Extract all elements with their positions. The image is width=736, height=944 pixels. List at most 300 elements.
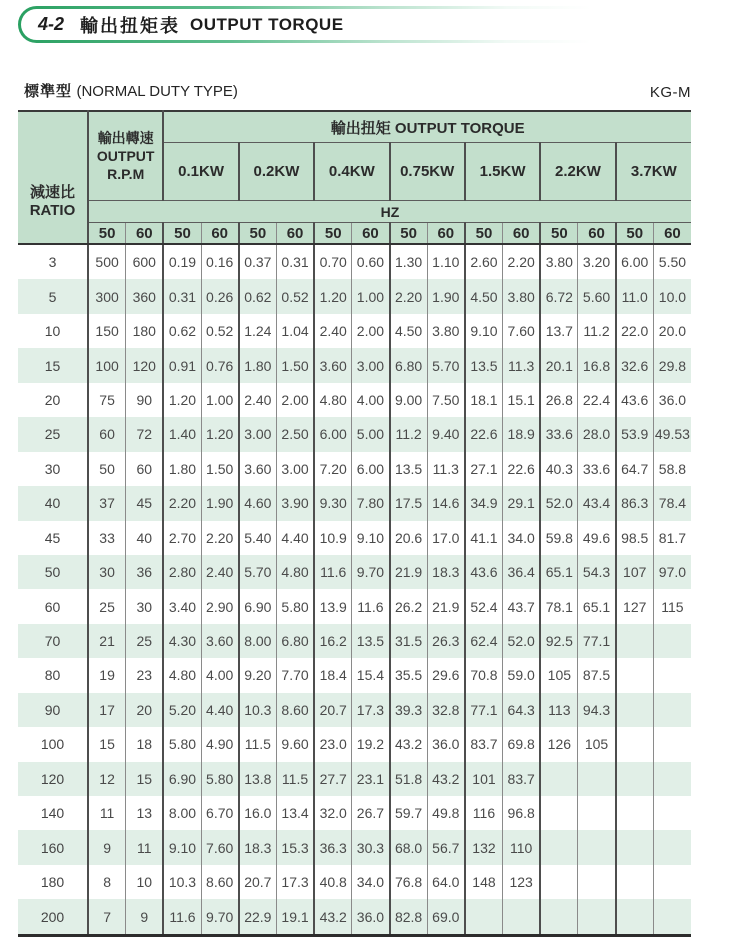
value-cell: 25	[126, 624, 164, 658]
value-cell: 19.2	[352, 727, 390, 761]
value-cell: 0.52	[276, 279, 314, 313]
value-cell: 36	[126, 555, 164, 589]
value-cell: 8	[88, 865, 126, 899]
value-cell	[653, 693, 691, 727]
value-cell: 10.0	[653, 279, 691, 313]
value-cell: 6.90	[163, 762, 201, 796]
value-cell: 360	[126, 279, 164, 313]
value-cell: 0.60	[352, 244, 390, 279]
value-cell	[540, 762, 578, 796]
value-cell: 2.40	[314, 314, 352, 348]
value-cell: 20.7	[314, 693, 352, 727]
value-cell: 9	[126, 899, 164, 935]
value-cell: 53.9	[616, 417, 654, 451]
ratio-value: 140	[40, 805, 65, 822]
table-row	[18, 658, 691, 692]
value-cell: 1.80	[163, 452, 201, 486]
value-cell: 10	[126, 865, 164, 899]
value-cell: 12	[88, 762, 126, 796]
value-cell: 4.80	[276, 555, 314, 589]
value-cell: 1.20	[201, 417, 239, 451]
freq-header: 60	[653, 223, 691, 245]
value-cell: 13.4	[276, 796, 314, 830]
value-cell: 17.3	[352, 693, 390, 727]
value-cell: 180	[126, 314, 164, 348]
value-cell: 4.80	[163, 658, 201, 692]
value-cell: 8.60	[276, 693, 314, 727]
value-cell: 11	[88, 796, 126, 830]
value-cell: 4.40	[276, 521, 314, 555]
value-cell: 6.90	[239, 589, 277, 623]
value-cell: 126	[540, 727, 578, 761]
section-banner-inner	[21, 9, 714, 40]
value-cell: 49.53	[653, 417, 691, 451]
freq-header: 50	[616, 223, 654, 245]
value-cell: 56.7	[427, 830, 465, 864]
value-cell: 19	[88, 658, 126, 692]
value-cell: 0.16	[201, 244, 239, 279]
value-cell: 49.6	[578, 521, 616, 555]
freq-header: 50	[88, 223, 126, 245]
duty-type-label	[24, 80, 238, 101]
table-body	[18, 244, 691, 935]
value-cell: 0.70	[314, 244, 352, 279]
table-row	[18, 555, 691, 589]
value-cell: 8.60	[201, 865, 239, 899]
value-cell: 4.90	[201, 727, 239, 761]
value-cell: 33.6	[540, 417, 578, 451]
freq-header: 60	[578, 223, 616, 245]
catalog-page	[0, 6, 736, 937]
value-cell: 52.0	[503, 624, 541, 658]
value-cell: 22.0	[616, 314, 654, 348]
value-cell: 18	[126, 727, 164, 761]
value-cell: 41.1	[465, 521, 503, 555]
value-cell: 65.1	[578, 589, 616, 623]
value-cell: 50	[88, 452, 126, 486]
value-cell: 32.8	[427, 693, 465, 727]
value-cell: 6.80	[390, 348, 428, 382]
value-cell: 0.31	[276, 244, 314, 279]
value-cell	[653, 830, 691, 864]
value-cell: 2.50	[276, 417, 314, 451]
value-cell: 68.0	[390, 830, 428, 864]
value-cell	[578, 796, 616, 830]
freq-header: 50	[163, 223, 201, 245]
value-cell: 500	[88, 244, 126, 279]
value-cell: 69.8	[503, 727, 541, 761]
value-cell: 19.1	[276, 899, 314, 935]
value-cell: 37	[88, 486, 126, 520]
value-cell: 11.6	[163, 899, 201, 935]
value-cell: 9.10	[163, 830, 201, 864]
value-cell: 0.31	[163, 279, 201, 313]
value-cell	[578, 762, 616, 796]
value-cell: 2.20	[390, 279, 428, 313]
value-cell: 0.76	[201, 348, 239, 382]
value-cell: 17	[88, 693, 126, 727]
value-cell: 13	[126, 796, 164, 830]
value-cell: 16.0	[239, 796, 277, 830]
value-cell: 60	[88, 417, 126, 451]
value-cell: 2.20	[163, 486, 201, 520]
value-cell: 600	[126, 244, 164, 279]
value-cell: 13.5	[390, 452, 428, 486]
table-row	[18, 865, 691, 899]
value-cell	[540, 796, 578, 830]
value-cell: 96.8	[503, 796, 541, 830]
value-cell: 3.60	[314, 348, 352, 382]
value-cell: 21.9	[427, 589, 465, 623]
table-row	[18, 796, 691, 830]
value-cell: 65.1	[540, 555, 578, 589]
value-cell: 83.7	[503, 762, 541, 796]
freq-header: 60	[503, 223, 541, 245]
value-cell: 21.9	[390, 555, 428, 589]
value-cell: 6.00	[352, 452, 390, 486]
value-cell: 43.2	[314, 899, 352, 935]
freq-header: 50	[390, 223, 428, 245]
value-cell	[578, 830, 616, 864]
freq-header: 60	[126, 223, 164, 245]
value-cell: 26.3	[427, 624, 465, 658]
value-cell: 22.6	[503, 452, 541, 486]
freq-header: 60	[276, 223, 314, 245]
value-cell: 94.3	[578, 693, 616, 727]
value-cell: 23	[126, 658, 164, 692]
ratio-value: 15	[44, 357, 61, 374]
value-cell	[616, 727, 654, 761]
value-cell: 49.8	[427, 796, 465, 830]
value-cell: 13.5	[352, 624, 390, 658]
value-cell: 43.2	[390, 727, 428, 761]
rpm-header-en2: R.P.M	[107, 166, 145, 183]
value-cell: 4.60	[239, 486, 277, 520]
value-cell	[616, 865, 654, 899]
value-cell	[653, 762, 691, 796]
value-cell: 82.8	[390, 899, 428, 935]
value-cell: 54.3	[578, 555, 616, 589]
value-cell: 0.19	[163, 244, 201, 279]
value-cell: 32.6	[616, 348, 654, 382]
value-cell: 107	[616, 555, 654, 589]
value-cell: 4.30	[163, 624, 201, 658]
rpm-header	[88, 111, 163, 201]
value-cell	[616, 830, 654, 864]
table-row	[18, 727, 691, 761]
value-cell: 3.20	[578, 244, 616, 279]
value-cell: 43.6	[616, 383, 654, 417]
value-cell: 11.6	[352, 589, 390, 623]
table-row	[18, 589, 691, 623]
value-cell	[616, 899, 654, 935]
value-cell: 9.40	[427, 417, 465, 451]
section-number: 4-2	[38, 14, 65, 34]
value-cell: 43.6	[465, 555, 503, 589]
value-cell: 25	[88, 589, 126, 623]
table-row	[18, 486, 691, 520]
value-cell: 113	[540, 693, 578, 727]
value-cell: 5.20	[163, 693, 201, 727]
subtitle-row	[24, 80, 691, 101]
value-cell: 62.4	[465, 624, 503, 658]
table-row	[18, 417, 691, 451]
freq-header: 60	[201, 223, 239, 245]
value-cell: 150	[88, 314, 126, 348]
ratio-value: 10	[44, 323, 61, 340]
value-cell: 5.50	[653, 244, 691, 279]
value-cell: 32.0	[314, 796, 352, 830]
value-cell: 0.26	[201, 279, 239, 313]
value-cell: 77.1	[578, 624, 616, 658]
value-cell: 28.0	[578, 417, 616, 451]
value-cell: 120	[126, 348, 164, 382]
value-cell: 115	[653, 589, 691, 623]
ratio-header-en: RATIO	[29, 202, 76, 220]
value-cell: 100	[88, 348, 126, 382]
value-cell: 83.7	[465, 727, 503, 761]
value-cell: 40	[126, 521, 164, 555]
value-cell: 3.80	[427, 314, 465, 348]
value-cell: 4.50	[390, 314, 428, 348]
value-cell: 105	[540, 658, 578, 692]
value-cell: 10.3	[239, 693, 277, 727]
value-cell	[616, 796, 654, 830]
value-cell: 2.20	[503, 244, 541, 279]
value-cell	[653, 727, 691, 761]
value-cell: 15	[126, 762, 164, 796]
value-cell: 9.20	[239, 658, 277, 692]
value-cell	[616, 762, 654, 796]
value-cell: 0.62	[239, 279, 277, 313]
value-cell: 77.1	[465, 693, 503, 727]
value-cell: 29.1	[503, 486, 541, 520]
value-cell: 29.6	[427, 658, 465, 692]
value-cell: 7.70	[276, 658, 314, 692]
value-cell: 18.9	[503, 417, 541, 451]
value-cell: 6.70	[201, 796, 239, 830]
value-cell: 7.60	[201, 830, 239, 864]
value-cell: 110	[503, 830, 541, 864]
value-cell: 51.8	[390, 762, 428, 796]
value-cell: 20.0	[653, 314, 691, 348]
value-cell: 22.6	[465, 417, 503, 451]
value-cell: 17.3	[276, 865, 314, 899]
value-cell: 36.4	[503, 555, 541, 589]
kw-header: 0.4KW	[314, 143, 389, 201]
value-cell: 0.62	[163, 314, 201, 348]
value-cell: 9.30	[314, 486, 352, 520]
value-cell: 59.0	[503, 658, 541, 692]
table-row	[18, 624, 691, 658]
value-cell: 5.40	[239, 521, 277, 555]
table-row	[18, 521, 691, 555]
table-row	[18, 383, 691, 417]
value-cell: 105	[578, 727, 616, 761]
value-cell: 1.90	[201, 486, 239, 520]
value-cell: 3.80	[503, 279, 541, 313]
value-cell: 1.10	[427, 244, 465, 279]
value-cell: 5.80	[163, 727, 201, 761]
value-cell: 6.00	[616, 244, 654, 279]
value-cell: 1.04	[276, 314, 314, 348]
value-cell: 30	[126, 589, 164, 623]
value-cell: 2.60	[465, 244, 503, 279]
value-cell: 23.0	[314, 727, 352, 761]
value-cell: 4.00	[201, 658, 239, 692]
ratio-value: 70	[44, 633, 61, 650]
ratio-value: 3	[48, 254, 57, 271]
output-torque-table	[18, 110, 691, 937]
value-cell	[616, 693, 654, 727]
value-cell: 78.1	[540, 589, 578, 623]
value-cell	[503, 899, 541, 935]
value-cell: 7.50	[427, 383, 465, 417]
value-cell: 78.4	[653, 486, 691, 520]
ratio-value: 40	[44, 495, 61, 512]
table-row	[18, 279, 691, 313]
value-cell: 11.2	[390, 417, 428, 451]
value-cell: 4.50	[465, 279, 503, 313]
value-cell: 3.40	[163, 589, 201, 623]
value-cell: 5.80	[276, 589, 314, 623]
value-cell: 2.00	[276, 383, 314, 417]
value-cell: 17.5	[390, 486, 428, 520]
ratio-header	[18, 111, 88, 244]
ratio-value: 160	[40, 839, 65, 856]
value-cell: 7.80	[352, 486, 390, 520]
value-cell: 1.50	[276, 348, 314, 382]
value-cell: 30	[88, 555, 126, 589]
value-cell: 36.0	[427, 727, 465, 761]
value-cell: 64.3	[503, 693, 541, 727]
value-cell: 60	[126, 452, 164, 486]
value-cell	[653, 899, 691, 935]
value-cell: 10.9	[314, 521, 352, 555]
value-cell: 20.7	[239, 865, 277, 899]
value-cell: 27.1	[465, 452, 503, 486]
value-cell: 36.0	[653, 383, 691, 417]
value-cell: 0.37	[239, 244, 277, 279]
ratio-value: 200	[40, 908, 65, 925]
value-cell: 72	[126, 417, 164, 451]
value-cell: 5.60	[578, 279, 616, 313]
kw-header: 0.75KW	[390, 143, 465, 201]
value-cell: 23.1	[352, 762, 390, 796]
value-cell: 2.70	[163, 521, 201, 555]
value-cell: 3.80	[540, 244, 578, 279]
ratio-value: 25	[44, 426, 61, 443]
section-banner	[18, 6, 717, 43]
value-cell: 9	[88, 830, 126, 864]
ratio-value: 80	[44, 667, 61, 684]
value-cell: 18.3	[427, 555, 465, 589]
value-cell: 3.60	[239, 452, 277, 486]
value-cell: 4.40	[201, 693, 239, 727]
ratio-value: 20	[44, 391, 61, 408]
table-row	[18, 830, 691, 864]
value-cell: 1.50	[201, 452, 239, 486]
ratio-value: 90	[44, 701, 61, 718]
value-cell: 76.8	[390, 865, 428, 899]
value-cell: 0.52	[201, 314, 239, 348]
value-cell: 1.24	[239, 314, 277, 348]
value-cell: 15.1	[503, 383, 541, 417]
value-cell: 8.00	[163, 796, 201, 830]
kw-header: 0.2KW	[239, 143, 314, 201]
value-cell: 2.20	[201, 521, 239, 555]
value-cell: 97.0	[653, 555, 691, 589]
value-cell: 3.00	[352, 348, 390, 382]
rpm-header-zh: 輸出轉速	[97, 129, 154, 146]
value-cell: 5.00	[352, 417, 390, 451]
value-cell: 58.8	[653, 452, 691, 486]
value-cell: 14.6	[427, 486, 465, 520]
value-cell: 5.70	[239, 555, 277, 589]
value-cell: 26.2	[390, 589, 428, 623]
value-cell	[653, 624, 691, 658]
value-cell: 127	[616, 589, 654, 623]
value-cell: 43.2	[427, 762, 465, 796]
value-cell: 1.80	[239, 348, 277, 382]
value-cell: 11.0	[616, 279, 654, 313]
value-cell: 6.72	[540, 279, 578, 313]
value-cell: 9.10	[465, 314, 503, 348]
hz-header: HZ	[88, 201, 691, 223]
value-cell: 101	[465, 762, 503, 796]
value-cell: 52.0	[540, 486, 578, 520]
freq-header: 60	[427, 223, 465, 245]
value-cell	[578, 899, 616, 935]
value-cell: 43.7	[503, 589, 541, 623]
value-cell: 43.4	[578, 486, 616, 520]
value-cell: 132	[465, 830, 503, 864]
value-cell: 9.60	[276, 727, 314, 761]
torque-header: 輸出扭矩 OUTPUT TORQUE	[163, 111, 691, 143]
value-cell: 3.60	[201, 624, 239, 658]
ratio-value: 45	[44, 529, 61, 546]
value-cell: 1.30	[390, 244, 428, 279]
value-cell	[616, 624, 654, 658]
ratio-value: 100	[40, 736, 65, 753]
value-cell: 2.40	[201, 555, 239, 589]
value-cell: 11.3	[503, 348, 541, 382]
kw-header: 0.1KW	[163, 143, 238, 201]
value-cell: 1.90	[427, 279, 465, 313]
value-cell: 116	[465, 796, 503, 830]
value-cell: 18.3	[239, 830, 277, 864]
value-cell: 34.0	[503, 521, 541, 555]
section-title-en: OUTPUT TORQUE	[190, 14, 344, 34]
value-cell: 26.8	[540, 383, 578, 417]
ratio-value: 180	[40, 874, 65, 891]
value-cell: 52.4	[465, 589, 503, 623]
value-cell: 70.8	[465, 658, 503, 692]
value-cell: 35.5	[390, 658, 428, 692]
value-cell: 11.6	[314, 555, 352, 589]
value-cell: 90	[126, 383, 164, 417]
value-cell	[653, 865, 691, 899]
value-cell	[540, 830, 578, 864]
ratio-value: 60	[44, 598, 61, 615]
value-cell: 30.3	[352, 830, 390, 864]
value-cell: 27.7	[314, 762, 352, 796]
value-cell: 0.91	[163, 348, 201, 382]
value-cell: 4.00	[352, 383, 390, 417]
value-cell: 6.80	[276, 624, 314, 658]
value-cell	[540, 865, 578, 899]
kw-header: 3.7KW	[616, 143, 691, 201]
